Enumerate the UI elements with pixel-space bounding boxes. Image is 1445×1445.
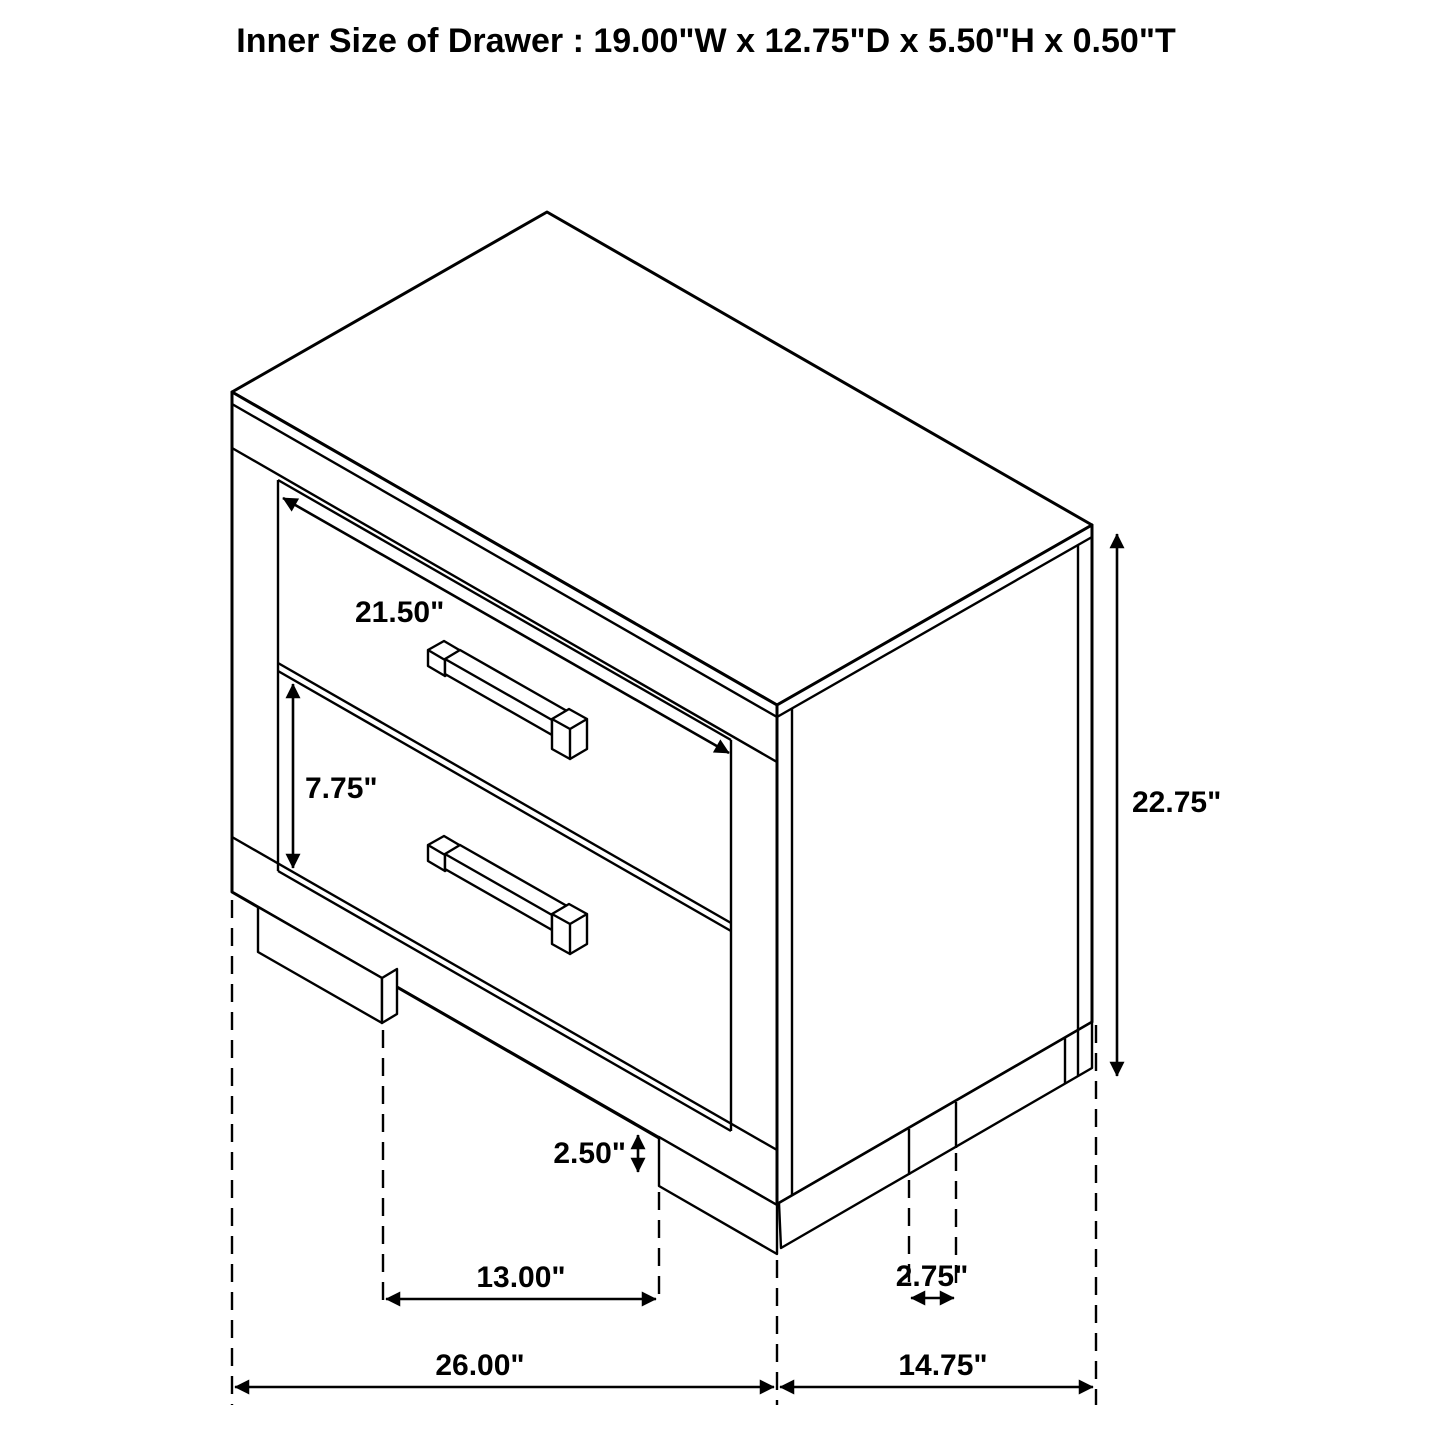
dimension-label-leg-thickness: 2.75"	[895, 1260, 969, 1293]
drawing-title: Inner Size of Drawer : 19.00"W x 12.75"D x 5.50"H x 0.50"T	[236, 22, 1176, 60]
nightstand-cabinet	[232, 212, 1092, 1254]
handle-right-foot	[552, 904, 587, 954]
dimension-label-between-legs: 13.00"	[476, 1261, 566, 1294]
dimension-label-base-clearance: 2.50"	[553, 1137, 626, 1170]
dimension-label-drawer-front-width: 21.50"	[355, 596, 445, 629]
dimension-label-lower-drawer-height: 7.75"	[305, 772, 378, 805]
dimension-label-overall-height: 22.75"	[1132, 786, 1222, 819]
handle-right-foot	[552, 709, 587, 759]
dimension-label-overall-width: 26.00"	[435, 1349, 525, 1382]
dimension-label-overall-depth: 14.75"	[898, 1349, 988, 1382]
leg-side-face	[382, 969, 397, 1023]
